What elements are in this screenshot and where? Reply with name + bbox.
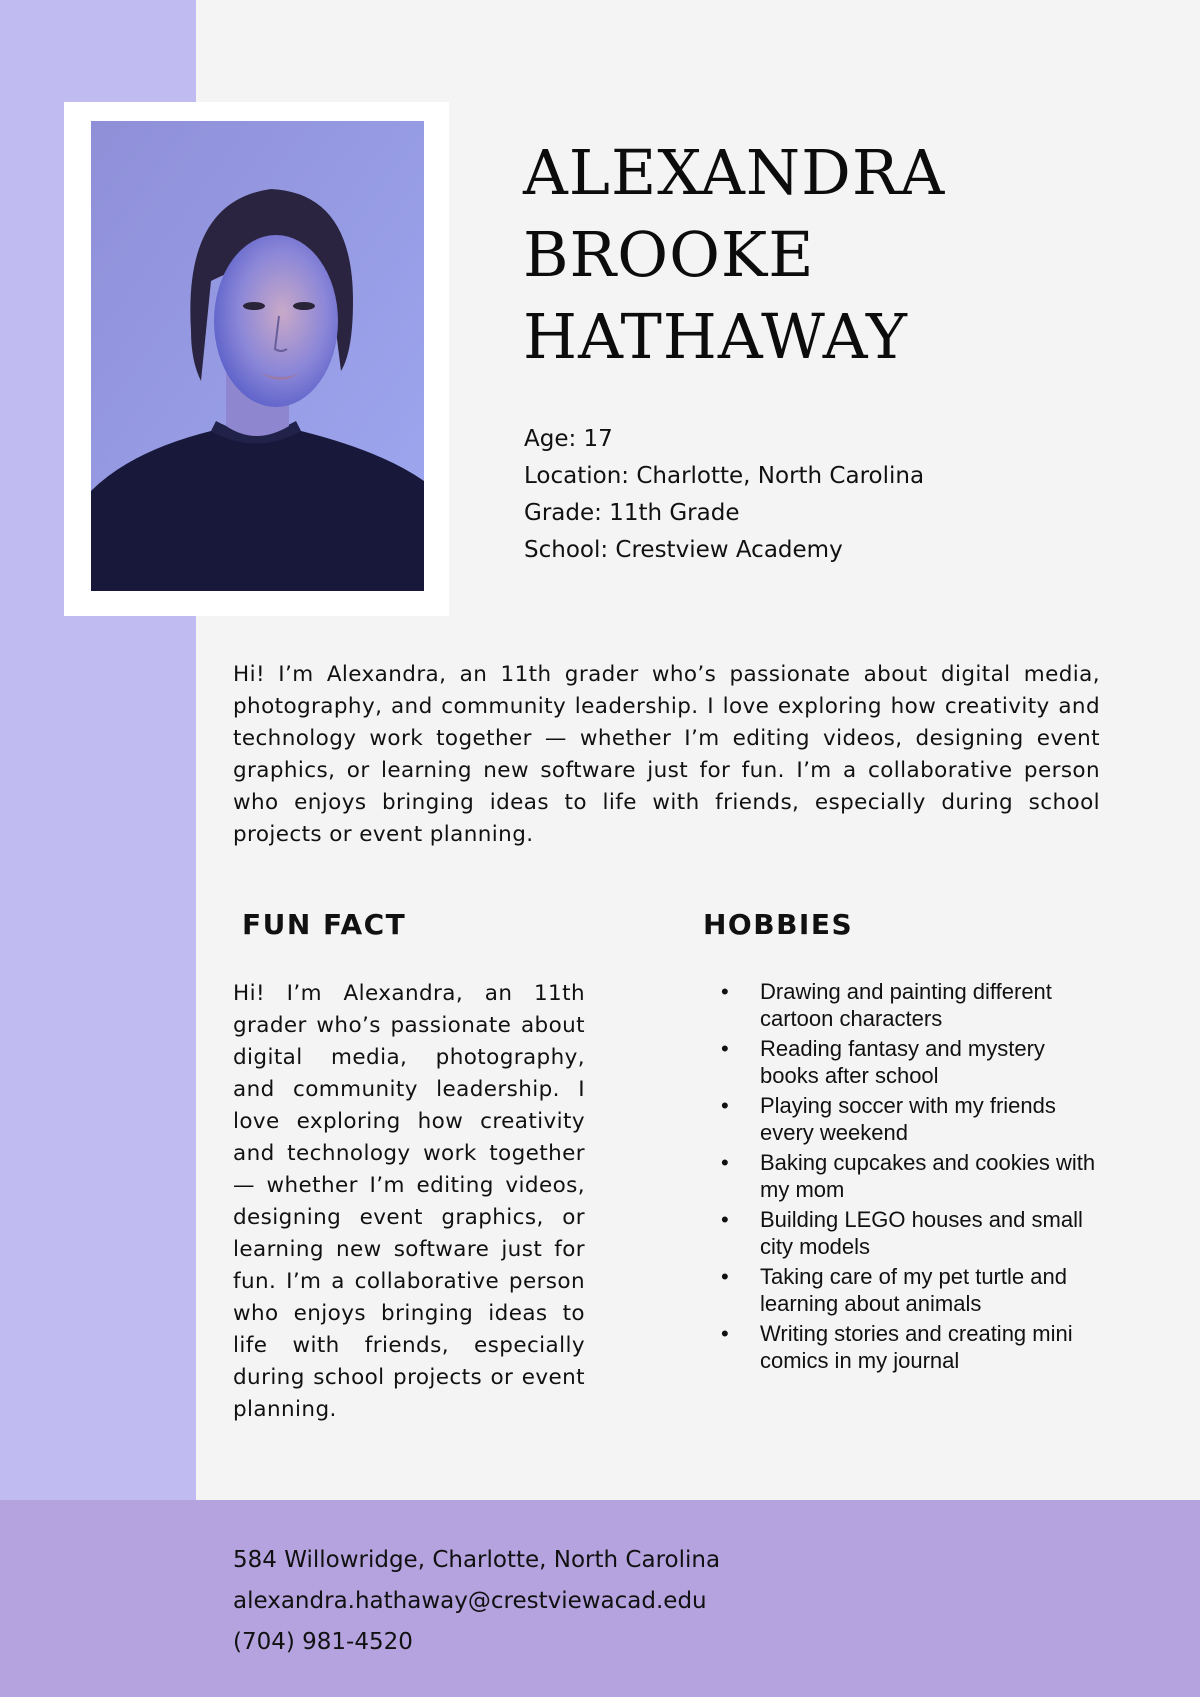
list-item [708,978,1108,1032]
fun-fact-heading: FUN FACT [242,908,407,941]
list-item [708,1149,1108,1203]
contact-phone[interactable]: (704) 981-4520 [233,1629,413,1655]
hobbies-heading: HOBBIES [703,908,854,941]
hobby-text: Playing soccer with my friends every weekend [760,1093,1056,1145]
fact-school: School: Crestview Academy [524,537,843,563]
fun-fact-text: Hi! I’m Alexandra, an 11th grader who’s passionate about digital media, photography, and community leadership. I love exploring how creativity and technology work together — whether I’m editing videos, designing event graphics, or learning new software just for fun. I’m a collaborative person who enjoys bringing ideas to life with friends, especially during school projects or event planning. [233,981,585,1422]
bullet-icon: • [721,1207,729,1232]
fact-age: Age: 17 [524,426,613,452]
hobbies-list [708,978,1108,1377]
hobby-text: Drawing and painting different cartoon characters [760,979,1052,1031]
bullet-icon: • [721,1150,729,1175]
contact-info [233,1540,720,1663]
portrait-frame [64,102,449,616]
hobby-text: Reading fantasy and mystery books after school [760,1036,1045,1088]
list-item [708,1092,1108,1146]
name-line-middle: BROOKE [523,218,815,291]
hobby-text: Taking care of my pet turtle and learning about animals [760,1264,1067,1316]
fact-location: Location: Charlotte, North Carolina [524,463,925,489]
personal-facts [524,421,924,569]
list-item [708,1263,1108,1317]
hobby-text: Writing stories and creating mini comics in my journal [760,1321,1073,1373]
bullet-icon: • [721,1264,729,1289]
hobby-text: Baking cupcakes and cookies with my mom [760,1150,1096,1202]
bullet-icon: • [721,1321,729,1346]
bio-paragraph: Hi! I’m Alexandra, an 11th grader who’s passionate about digital media, photography, and community leadership. I love exploring how creativity and technology work together — whether I’m editing videos, designing event graphics, or learning new software just for fun. I’m a collaborative person who enjoys bringing ideas to life with friends, especially during school projects or event planning. [233,662,1100,847]
bullet-icon: • [721,979,729,1004]
name-line-last: HATHAWAY [523,300,908,373]
contact-address: 584 Willowridge, Charlotte, North Carolina [233,1547,721,1573]
full-name [523,132,1163,378]
contact-email[interactable]: alexandra.hathaway@crestviewacad.edu [233,1588,707,1614]
hobby-text: Building LEGO houses and small city models [760,1207,1083,1259]
list-item [708,1206,1108,1260]
name-line-first: ALEXANDRA [523,136,946,209]
list-item [708,1035,1108,1089]
list-item [708,1320,1108,1374]
bullet-icon: • [721,1036,729,1061]
portrait-photo [91,121,424,591]
fact-grade: Grade: 11th Grade [524,500,740,526]
bullet-icon: • [721,1093,729,1118]
